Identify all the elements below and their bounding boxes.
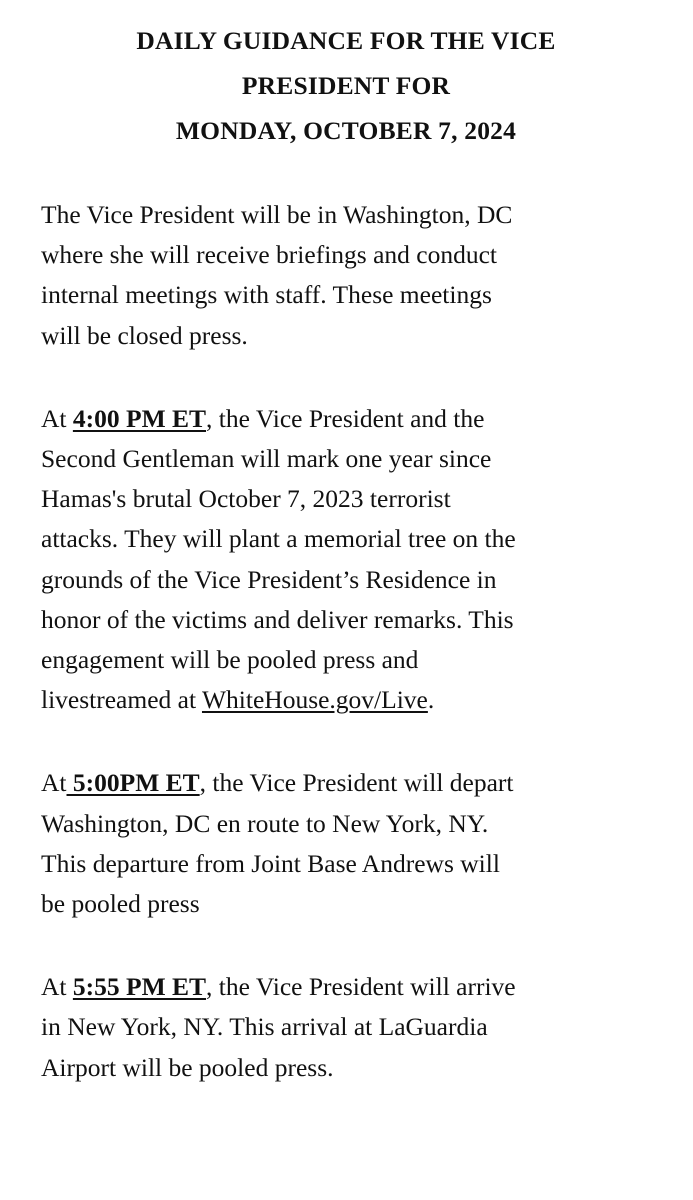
paragraph-arrival bbox=[41, 967, 693, 1088]
paragraph-departure bbox=[41, 763, 693, 924]
text-at: At bbox=[41, 403, 73, 433]
text-run: livestreamed at bbox=[41, 685, 202, 715]
event-time: 4:00 PM ET bbox=[72, 403, 207, 433]
paragraph-line: internal meetings with staff. These meetings bbox=[41, 280, 492, 310]
livestream-link[interactable]: WhiteHouse.gov/Live bbox=[201, 685, 428, 715]
document-title bbox=[41, 18, 651, 153]
text-at: At bbox=[41, 972, 73, 1002]
title-date: MONDAY, OCTOBER 7, 2024 bbox=[175, 116, 517, 145]
paragraph-line: be pooled press bbox=[41, 889, 200, 919]
paragraph-line: attacks. They will plant a memorial tree on the bbox=[41, 524, 516, 554]
paragraph-memorial-event bbox=[41, 399, 693, 721]
paragraph-line: The Vice President will be in Washington, DC bbox=[41, 200, 513, 229]
text-run: , the Vice President will depart bbox=[199, 768, 514, 798]
paragraph-line bbox=[41, 763, 693, 803]
text-at: At bbox=[41, 768, 67, 798]
text-run: , the Vice President will arrive bbox=[206, 972, 516, 1002]
text-run: , the Vice President and the bbox=[206, 403, 485, 433]
paragraph-line bbox=[41, 399, 693, 439]
title-line: PRESIDENT FOR bbox=[241, 71, 451, 100]
paragraph-line: Hamas's brutal October 7, 2023 terrorist bbox=[41, 484, 451, 514]
paragraph-line bbox=[41, 967, 693, 1007]
paragraph-line: Washington, DC en route to New York, NY. bbox=[41, 808, 489, 838]
paragraph-line: will be closed press. bbox=[41, 320, 248, 350]
event-time: 5:55 PM ET bbox=[72, 972, 207, 1002]
paragraph-line: Airport will be pooled press. bbox=[41, 1052, 334, 1082]
title-line: DAILY GUIDANCE FOR THE VICE bbox=[136, 26, 556, 55]
event-time: 5:00PM ET bbox=[66, 768, 200, 798]
paragraph-line: This departure from Joint Base Andrews will bbox=[41, 848, 500, 878]
text-run: . bbox=[427, 685, 435, 715]
paragraph-washington-briefings bbox=[41, 195, 693, 356]
paragraph-line: in New York, NY. This arrival at LaGuardia bbox=[41, 1012, 488, 1042]
paragraph-line: engagement will be pooled press and bbox=[41, 645, 419, 675]
paragraph-line bbox=[41, 680, 693, 720]
paragraph-line: where she will receive briefings and conduct bbox=[41, 240, 497, 270]
paragraph-line: Second Gentleman will mark one year since bbox=[41, 444, 492, 474]
paragraph-line: honor of the victims and deliver remarks. This bbox=[41, 604, 514, 634]
paragraph-line: grounds of the Vice President’s Residence in bbox=[41, 564, 497, 594]
